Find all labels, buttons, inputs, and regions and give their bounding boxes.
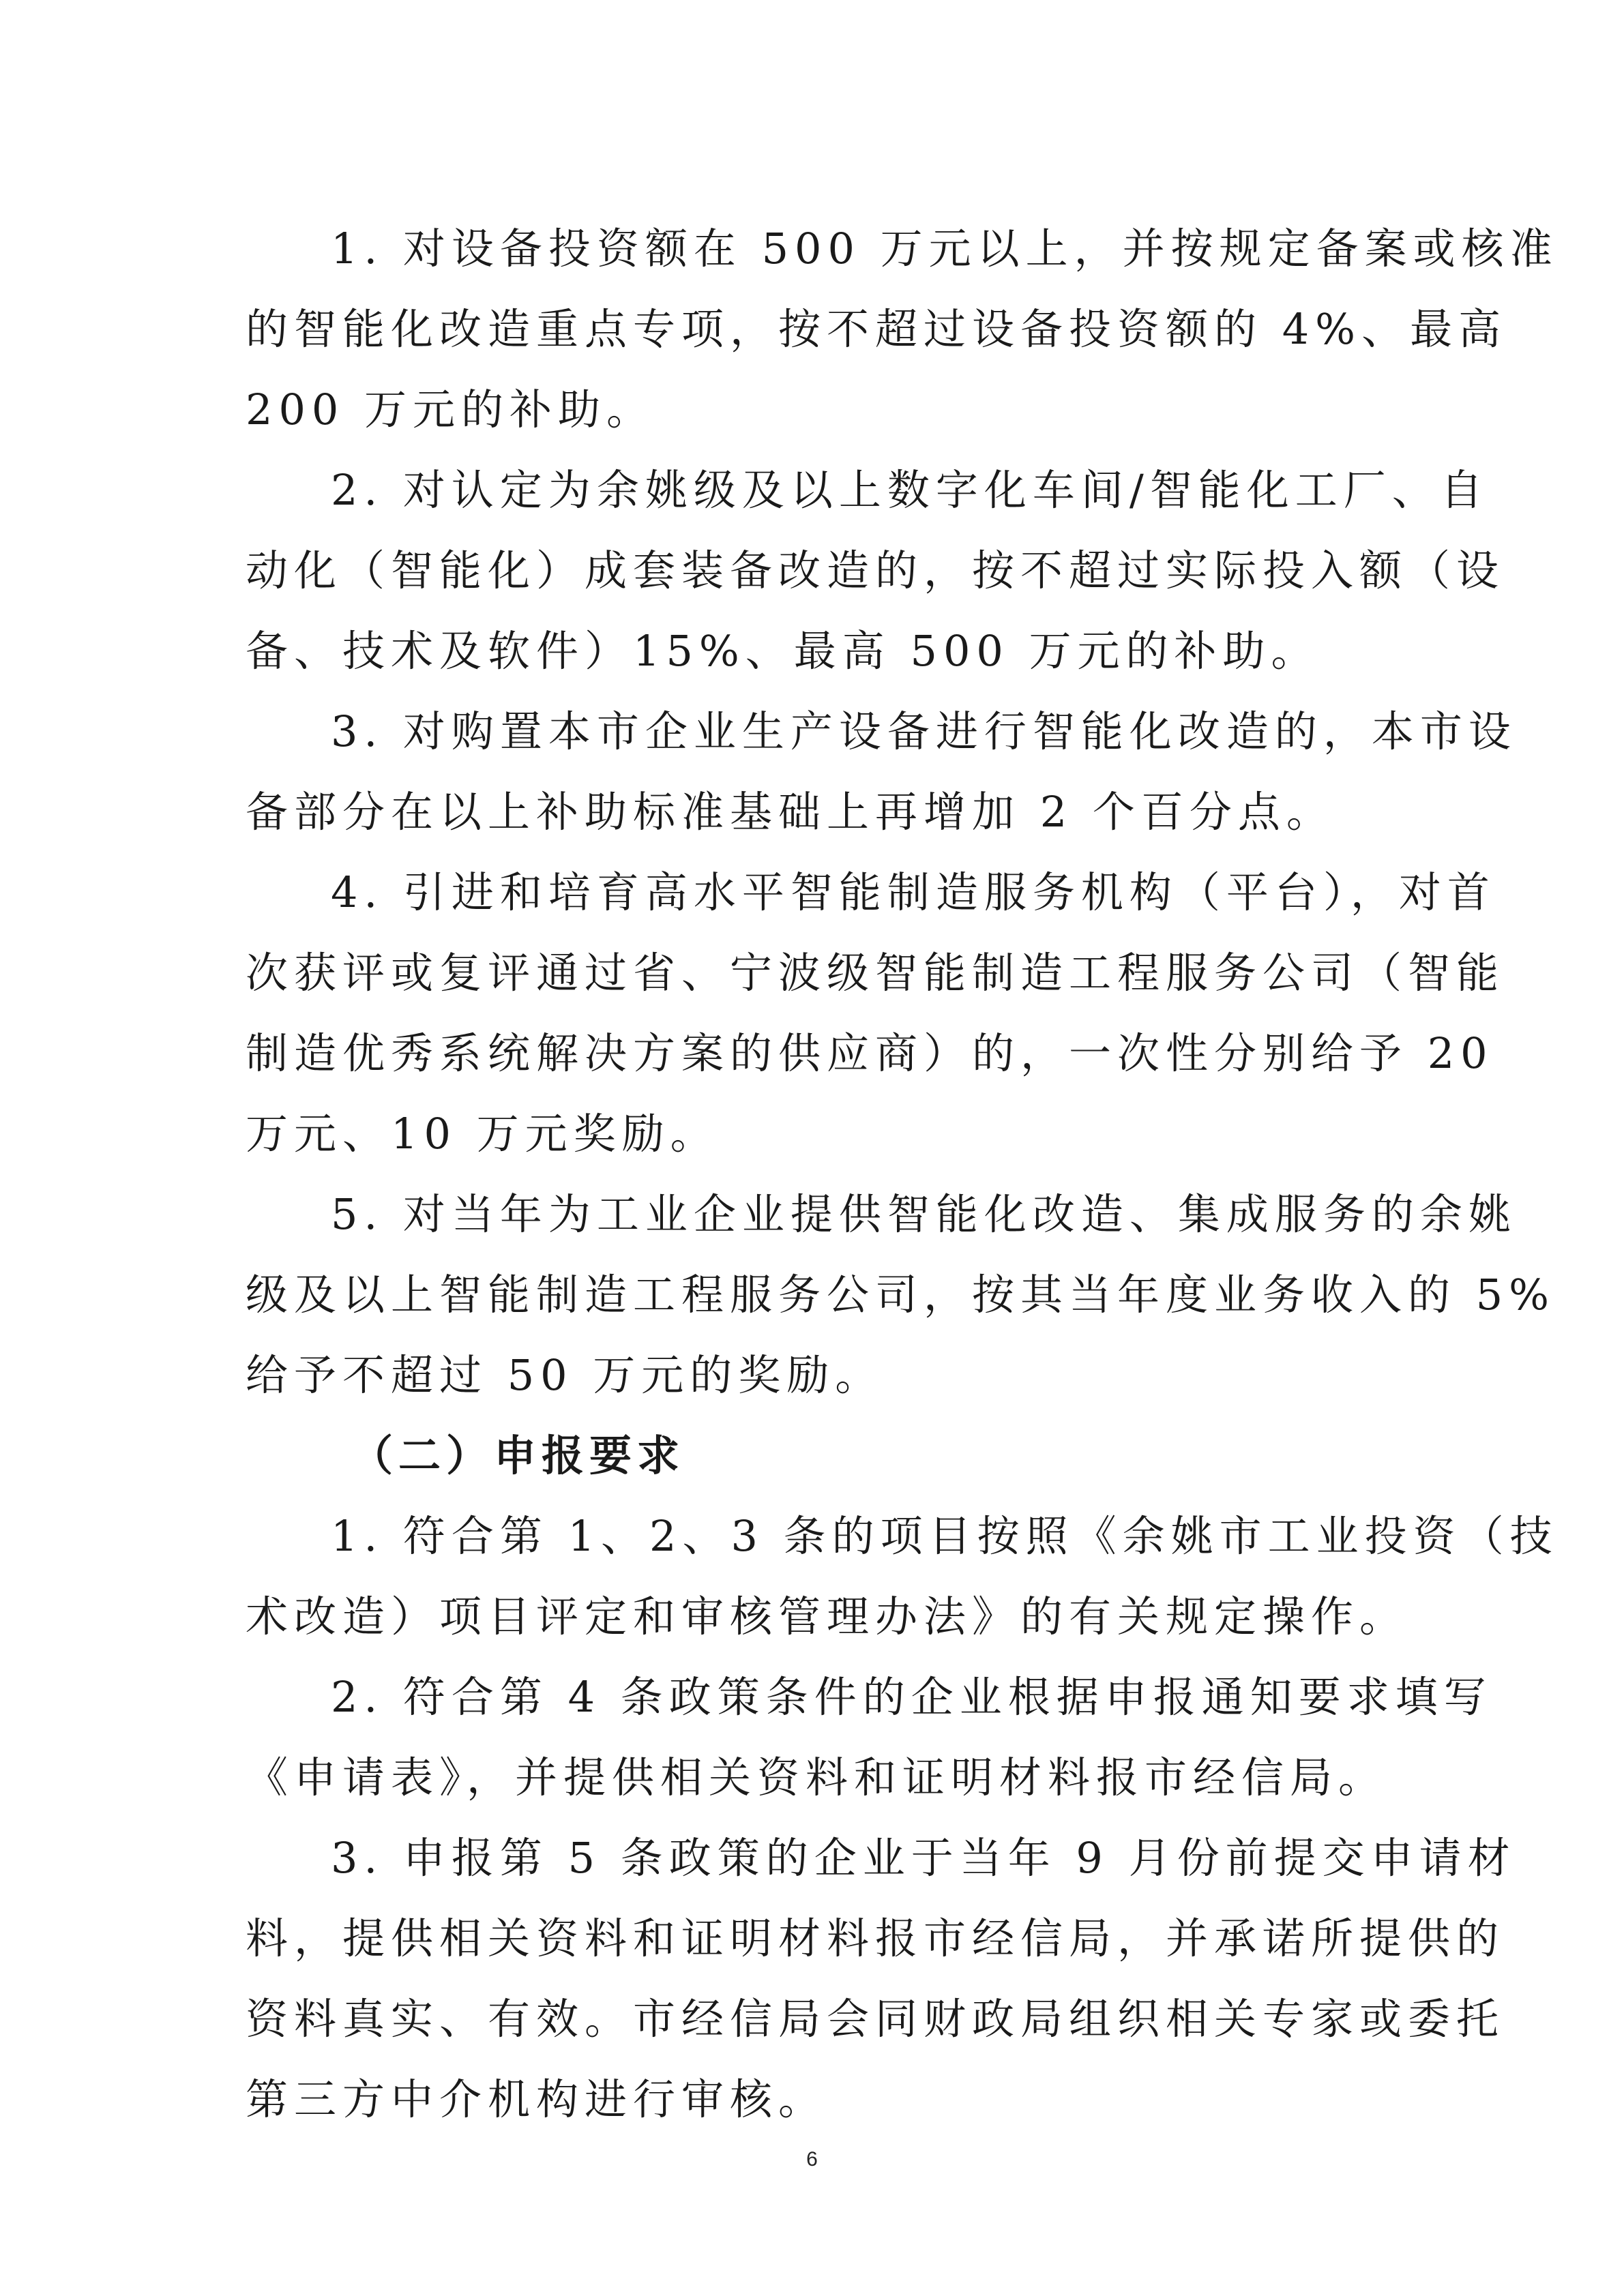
text-line: 3. 申报第 5 条政策的企业于当年 9 月份前提交申请材 (331, 1833, 1516, 1883)
text-line: 资料真实、有效。市经信局会同财政局组织相关专家或委托 (246, 1994, 1505, 2044)
text-line: 备、技术及软件）15%、最高 500 万元的补助。 (246, 626, 1320, 676)
page-number: 6 (806, 2148, 818, 2171)
text-line: 2. 符合第 4 条政策条件的企业根据申报通知要求填写 (331, 1672, 1492, 1722)
text-line: 备部分在以上补助标准基础上再增加 2 个百分点。 (246, 787, 1335, 837)
text-line: 5. 对当年为工业企业提供智能化改造、集成服务的余姚 (331, 1189, 1517, 1239)
text-line: 级及以上智能制造工程服务公司，按其当年度业务收入的 5% (246, 1270, 1556, 1320)
text-line: 2. 对认定为余姚级及以上数字化车间/智能化工厂、自 (331, 465, 1489, 515)
text-line: 200 万元的补助。 (246, 385, 655, 434)
text-line: 术改造）项目评定和审核管理办法》的有关规定操作。 (246, 1592, 1408, 1641)
section-heading: （二）申报要求 (351, 1431, 685, 1480)
text-line: 料，提供相关资料和证明材料报市经信局，并承诺所提供的 (246, 1913, 1505, 1963)
text-line: 给予不超过 50 万元的奖励。 (246, 1350, 884, 1400)
text-line: 万元、10 万元奖励。 (246, 1109, 719, 1159)
text-line: 第三方中介机构进行审核。 (246, 2074, 827, 2124)
text-line: 的智能化改造重点专项，按不超过设备投资额的 4%、最高 (246, 304, 1507, 354)
text-line: 1. 对设备投资额在 500 万元以上，并按规定备案或核准 (331, 224, 1559, 273)
text-line: 4. 引进和培育高水平智能制造服务机构（平台），对首 (331, 867, 1496, 917)
text-line: 3. 对购置本市企业生产设备进行智能化改造的，本市设 (331, 706, 1517, 756)
text-line: 制造优秀系统解决方案的供应商）的，一次性分别给予 20 (246, 1028, 1494, 1078)
text-line: 《申请表》，并提供相关资料和证明材料报市经信局。 (246, 1753, 1387, 1802)
text-line: 次获评或复评通过省、宁波级智能制造工程服务公司（智能 (246, 948, 1505, 998)
text-line: 1. 符合第 1、2、3 条的项目按照《余姚市工业投资（技 (331, 1511, 1559, 1561)
text-line: 动化（智能化）成套装备改造的，按不超过实际投入额（设 (246, 546, 1505, 595)
